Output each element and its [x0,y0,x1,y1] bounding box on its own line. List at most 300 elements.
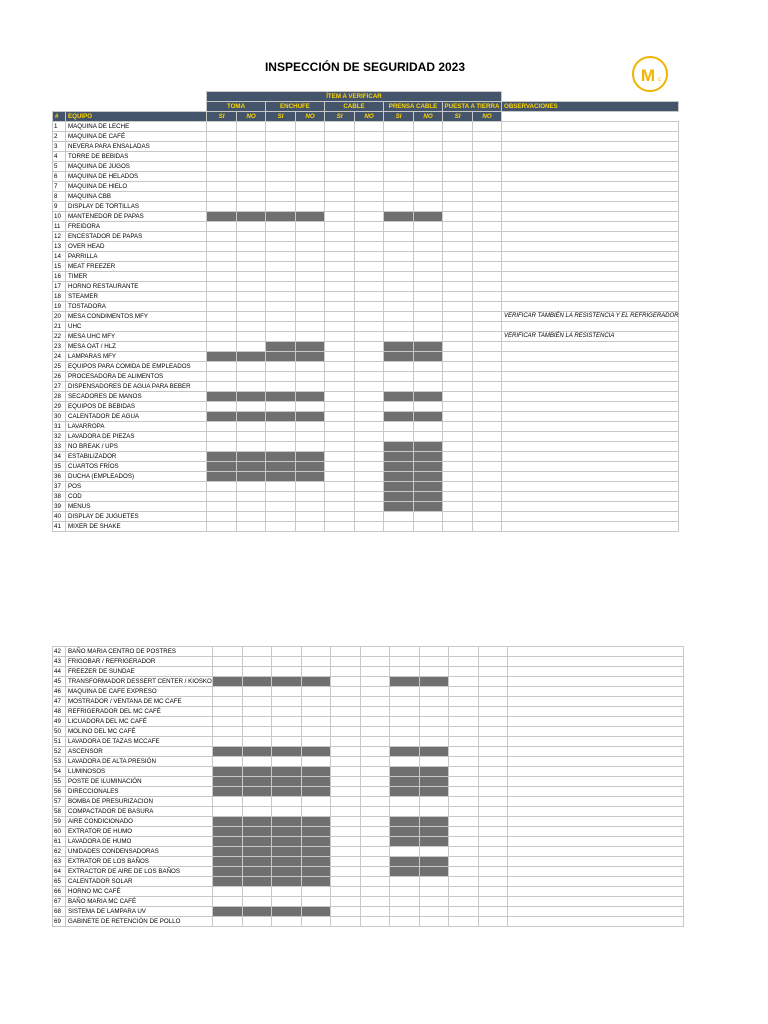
check-cell[interactable] [330,897,360,907]
check-cell[interactable] [473,292,502,302]
check-cell[interactable] [473,202,502,212]
check-cell[interactable] [384,122,414,132]
check-cell[interactable] [237,352,266,362]
check-cell[interactable] [443,342,473,352]
check-cell[interactable] [212,717,242,727]
check-cell[interactable] [478,767,507,777]
check-cell[interactable] [473,512,502,522]
check-cell[interactable] [478,717,507,727]
check-cell[interactable] [266,402,296,412]
check-cell[interactable] [443,322,473,332]
observation-cell[interactable] [502,512,679,522]
check-cell[interactable] [266,292,296,302]
check-cell[interactable] [325,302,355,312]
check-cell[interactable] [473,282,502,292]
check-cell[interactable] [296,412,325,422]
check-cell[interactable] [478,657,507,667]
check-cell[interactable] [414,272,443,282]
check-cell[interactable] [330,827,360,837]
check-cell[interactable] [473,272,502,282]
check-cell[interactable] [237,232,266,242]
check-cell[interactable] [212,697,242,707]
check-cell[interactable] [414,422,443,432]
check-cell[interactable] [242,747,271,757]
observation-cell[interactable] [502,342,679,352]
check-cell[interactable] [414,512,443,522]
check-cell[interactable] [296,242,325,252]
check-cell[interactable] [212,907,242,917]
check-cell[interactable] [384,392,414,402]
check-cell[interactable] [325,222,355,232]
check-cell[interactable] [360,667,389,677]
check-cell[interactable] [384,172,414,182]
check-cell[interactable] [443,132,473,142]
check-cell[interactable] [325,522,355,532]
check-cell[interactable] [237,312,266,322]
check-cell[interactable] [237,512,266,522]
check-cell[interactable] [296,322,325,332]
check-cell[interactable] [384,332,414,342]
check-cell[interactable] [384,462,414,472]
check-cell[interactable] [448,707,478,717]
check-cell[interactable] [301,837,330,847]
check-cell[interactable] [384,152,414,162]
check-cell[interactable] [473,252,502,262]
check-cell[interactable] [212,857,242,867]
check-cell[interactable] [325,372,355,382]
check-cell[interactable] [266,382,296,392]
observation-cell[interactable] [502,142,679,152]
check-cell[interactable] [448,867,478,877]
check-cell[interactable] [414,432,443,442]
check-cell[interactable] [355,522,384,532]
check-cell[interactable] [212,827,242,837]
check-cell[interactable] [237,192,266,202]
check-cell[interactable] [384,372,414,382]
check-cell[interactable] [242,847,271,857]
check-cell[interactable] [360,777,389,787]
check-cell[interactable] [414,182,443,192]
observation-cell[interactable] [502,502,679,512]
check-cell[interactable] [448,717,478,727]
check-cell[interactable] [443,292,473,302]
check-cell[interactable] [448,827,478,837]
check-cell[interactable] [212,867,242,877]
check-cell[interactable] [478,677,507,687]
check-cell[interactable] [296,372,325,382]
check-cell[interactable] [266,462,296,472]
check-cell[interactable] [301,687,330,697]
observation-cell[interactable] [507,837,683,847]
check-cell[interactable] [414,162,443,172]
check-cell[interactable] [448,897,478,907]
check-cell[interactable] [330,677,360,687]
check-cell[interactable] [419,887,448,897]
check-cell[interactable] [207,142,237,152]
check-cell[interactable] [414,342,443,352]
check-cell[interactable] [414,362,443,372]
observation-cell[interactable] [502,222,679,232]
check-cell[interactable] [384,142,414,152]
check-cell[interactable] [443,242,473,252]
check-cell[interactable] [414,202,443,212]
check-cell[interactable] [448,727,478,737]
check-cell[interactable] [271,727,301,737]
observation-cell[interactable] [502,482,679,492]
check-cell[interactable] [473,162,502,172]
check-cell[interactable] [242,797,271,807]
check-cell[interactable] [271,657,301,667]
check-cell[interactable] [296,382,325,392]
check-cell[interactable] [389,657,419,667]
check-cell[interactable] [414,352,443,362]
check-cell[interactable] [384,272,414,282]
check-cell[interactable] [414,222,443,232]
check-cell[interactable] [330,667,360,677]
check-cell[interactable] [207,442,237,452]
observation-cell[interactable] [502,522,679,532]
observation-cell[interactable] [502,462,679,472]
check-cell[interactable] [207,392,237,402]
check-cell[interactable] [207,172,237,182]
check-cell[interactable] [443,202,473,212]
check-cell[interactable] [330,847,360,857]
observation-cell[interactable] [502,272,679,282]
check-cell[interactable] [296,472,325,482]
check-cell[interactable] [384,482,414,492]
check-cell[interactable] [414,442,443,452]
check-cell[interactable] [389,857,419,867]
check-cell[interactable] [237,372,266,382]
check-cell[interactable] [212,677,242,687]
check-cell[interactable] [448,687,478,697]
check-cell[interactable] [242,777,271,787]
check-cell[interactable] [207,152,237,162]
check-cell[interactable] [414,312,443,322]
check-cell[interactable] [271,707,301,717]
check-cell[interactable] [325,452,355,462]
check-cell[interactable] [212,807,242,817]
check-cell[interactable] [271,787,301,797]
check-cell[interactable] [301,877,330,887]
check-cell[interactable] [207,332,237,342]
check-cell[interactable] [325,422,355,432]
check-cell[interactable] [325,402,355,412]
observation-cell[interactable] [502,442,679,452]
check-cell[interactable] [473,172,502,182]
check-cell[interactable] [414,262,443,272]
check-cell[interactable] [237,432,266,442]
observation-cell[interactable] [502,402,679,412]
check-cell[interactable] [443,382,473,392]
observation-cell[interactable] [502,322,679,332]
check-cell[interactable] [266,412,296,422]
check-cell[interactable] [443,172,473,182]
check-cell[interactable] [296,212,325,222]
check-cell[interactable] [473,482,502,492]
check-cell[interactable] [355,252,384,262]
check-cell[interactable] [414,282,443,292]
check-cell[interactable] [207,402,237,412]
check-cell[interactable] [237,252,266,262]
observation-cell[interactable] [502,432,679,442]
check-cell[interactable] [389,737,419,747]
check-cell[interactable] [448,677,478,687]
check-cell[interactable] [478,837,507,847]
check-cell[interactable] [207,472,237,482]
check-cell[interactable] [301,777,330,787]
check-cell[interactable] [473,442,502,452]
check-cell[interactable] [384,442,414,452]
check-cell[interactable] [355,452,384,462]
check-cell[interactable] [237,122,266,132]
check-cell[interactable] [443,252,473,262]
check-cell[interactable] [330,787,360,797]
check-cell[interactable] [237,242,266,252]
check-cell[interactable] [419,837,448,847]
check-cell[interactable] [212,767,242,777]
check-cell[interactable] [237,332,266,342]
check-cell[interactable] [330,757,360,767]
check-cell[interactable] [360,827,389,837]
check-cell[interactable] [330,887,360,897]
check-cell[interactable] [266,252,296,262]
check-cell[interactable] [271,697,301,707]
check-cell[interactable] [207,132,237,142]
check-cell[interactable] [271,747,301,757]
check-cell[interactable] [414,302,443,312]
check-cell[interactable] [419,667,448,677]
check-cell[interactable] [207,352,237,362]
check-cell[interactable] [448,777,478,787]
check-cell[interactable] [330,797,360,807]
check-cell[interactable] [443,192,473,202]
check-cell[interactable] [330,907,360,917]
check-cell[interactable] [355,132,384,142]
check-cell[interactable] [355,502,384,512]
check-cell[interactable] [301,767,330,777]
check-cell[interactable] [271,827,301,837]
check-cell[interactable] [212,797,242,807]
check-cell[interactable] [266,502,296,512]
check-cell[interactable] [207,222,237,232]
check-cell[interactable] [443,332,473,342]
check-cell[interactable] [296,262,325,272]
check-cell[interactable] [325,182,355,192]
check-cell[interactable] [389,887,419,897]
check-cell[interactable] [207,452,237,462]
check-cell[interactable] [360,687,389,697]
check-cell[interactable] [389,687,419,697]
check-cell[interactable] [296,512,325,522]
check-cell[interactable] [384,282,414,292]
check-cell[interactable] [360,797,389,807]
check-cell[interactable] [271,887,301,897]
check-cell[interactable] [384,242,414,252]
check-cell[interactable] [330,867,360,877]
check-cell[interactable] [443,212,473,222]
observation-cell[interactable] [502,252,679,262]
check-cell[interactable] [443,492,473,502]
check-cell[interactable] [448,917,478,927]
check-cell[interactable] [473,342,502,352]
check-cell[interactable] [355,312,384,322]
check-cell[interactable] [414,412,443,422]
check-cell[interactable] [237,472,266,482]
check-cell[interactable] [237,222,266,232]
check-cell[interactable] [207,422,237,432]
check-cell[interactable] [325,242,355,252]
check-cell[interactable] [473,222,502,232]
check-cell[interactable] [355,182,384,192]
check-cell[interactable] [478,867,507,877]
check-cell[interactable] [207,462,237,472]
check-cell[interactable] [266,242,296,252]
check-cell[interactable] [419,777,448,787]
check-cell[interactable] [207,312,237,322]
check-cell[interactable] [360,767,389,777]
check-cell[interactable] [207,162,237,172]
check-cell[interactable] [237,452,266,462]
check-cell[interactable] [419,917,448,927]
check-cell[interactable] [271,907,301,917]
check-cell[interactable] [296,142,325,152]
check-cell[interactable] [237,382,266,392]
check-cell[interactable] [207,412,237,422]
check-cell[interactable] [443,232,473,242]
check-cell[interactable] [242,727,271,737]
check-cell[interactable] [414,172,443,182]
check-cell[interactable] [355,332,384,342]
check-cell[interactable] [242,787,271,797]
check-cell[interactable] [355,442,384,452]
check-cell[interactable] [207,492,237,502]
check-cell[interactable] [330,727,360,737]
check-cell[interactable] [355,142,384,152]
check-cell[interactable] [212,837,242,847]
check-cell[interactable] [473,382,502,392]
observation-cell[interactable] [502,292,679,302]
check-cell[interactable] [389,727,419,737]
check-cell[interactable] [325,472,355,482]
check-cell[interactable] [360,657,389,667]
check-cell[interactable] [389,707,419,717]
check-cell[interactable] [448,857,478,867]
check-cell[interactable] [473,142,502,152]
check-cell[interactable] [242,667,271,677]
check-cell[interactable] [443,522,473,532]
check-cell[interactable] [384,492,414,502]
check-cell[interactable] [266,432,296,442]
check-cell[interactable] [296,302,325,312]
check-cell[interactable] [384,162,414,172]
check-cell[interactable] [237,482,266,492]
check-cell[interactable] [237,142,266,152]
check-cell[interactable] [212,737,242,747]
check-cell[interactable] [443,432,473,442]
check-cell[interactable] [330,707,360,717]
check-cell[interactable] [473,362,502,372]
check-cell[interactable] [478,647,507,657]
check-cell[interactable] [443,312,473,322]
check-cell[interactable] [443,452,473,462]
check-cell[interactable] [443,142,473,152]
check-cell[interactable] [325,172,355,182]
check-cell[interactable] [242,687,271,697]
check-cell[interactable] [237,212,266,222]
check-cell[interactable] [389,777,419,787]
check-cell[interactable] [355,262,384,272]
check-cell[interactable] [266,342,296,352]
check-cell[interactable] [448,847,478,857]
check-cell[interactable] [330,737,360,747]
check-cell[interactable] [355,422,384,432]
check-cell[interactable] [443,402,473,412]
check-cell[interactable] [478,777,507,787]
check-cell[interactable] [414,452,443,462]
check-cell[interactable] [355,122,384,132]
check-cell[interactable] [384,182,414,192]
check-cell[interactable] [237,492,266,502]
check-cell[interactable] [478,917,507,927]
check-cell[interactable] [473,232,502,242]
check-cell[interactable] [266,282,296,292]
observation-cell[interactable] [502,492,679,502]
observation-cell[interactable] [507,897,683,907]
check-cell[interactable] [325,332,355,342]
check-cell[interactable] [296,252,325,262]
check-cell[interactable] [296,282,325,292]
check-cell[interactable] [389,867,419,877]
observation-cell[interactable] [507,727,683,737]
check-cell[interactable] [419,717,448,727]
check-cell[interactable] [296,392,325,402]
check-cell[interactable] [325,202,355,212]
check-cell[interactable] [207,212,237,222]
check-cell[interactable] [360,697,389,707]
check-cell[interactable] [296,332,325,342]
check-cell[interactable] [207,272,237,282]
check-cell[interactable] [384,232,414,242]
observation-cell[interactable] [507,657,683,667]
check-cell[interactable] [242,887,271,897]
observation-cell[interactable] [507,677,683,687]
observation-cell[interactable]: VERIFICAR TAMBIÉN LA RESISTENCIA [502,332,679,342]
check-cell[interactable] [419,767,448,777]
observation-cell[interactable] [507,827,683,837]
check-cell[interactable] [414,482,443,492]
check-cell[interactable] [473,262,502,272]
check-cell[interactable] [414,392,443,402]
check-cell[interactable] [212,847,242,857]
check-cell[interactable] [473,522,502,532]
check-cell[interactable] [242,807,271,817]
check-cell[interactable] [266,272,296,282]
check-cell[interactable] [207,282,237,292]
check-cell[interactable] [419,787,448,797]
check-cell[interactable] [473,462,502,472]
check-cell[interactable] [325,322,355,332]
check-cell[interactable] [301,757,330,767]
check-cell[interactable] [443,372,473,382]
check-cell[interactable] [242,867,271,877]
check-cell[interactable] [389,847,419,857]
observation-cell[interactable] [507,707,683,717]
observation-cell[interactable] [507,697,683,707]
check-cell[interactable] [237,402,266,412]
check-cell[interactable] [237,522,266,532]
check-cell[interactable] [207,292,237,302]
